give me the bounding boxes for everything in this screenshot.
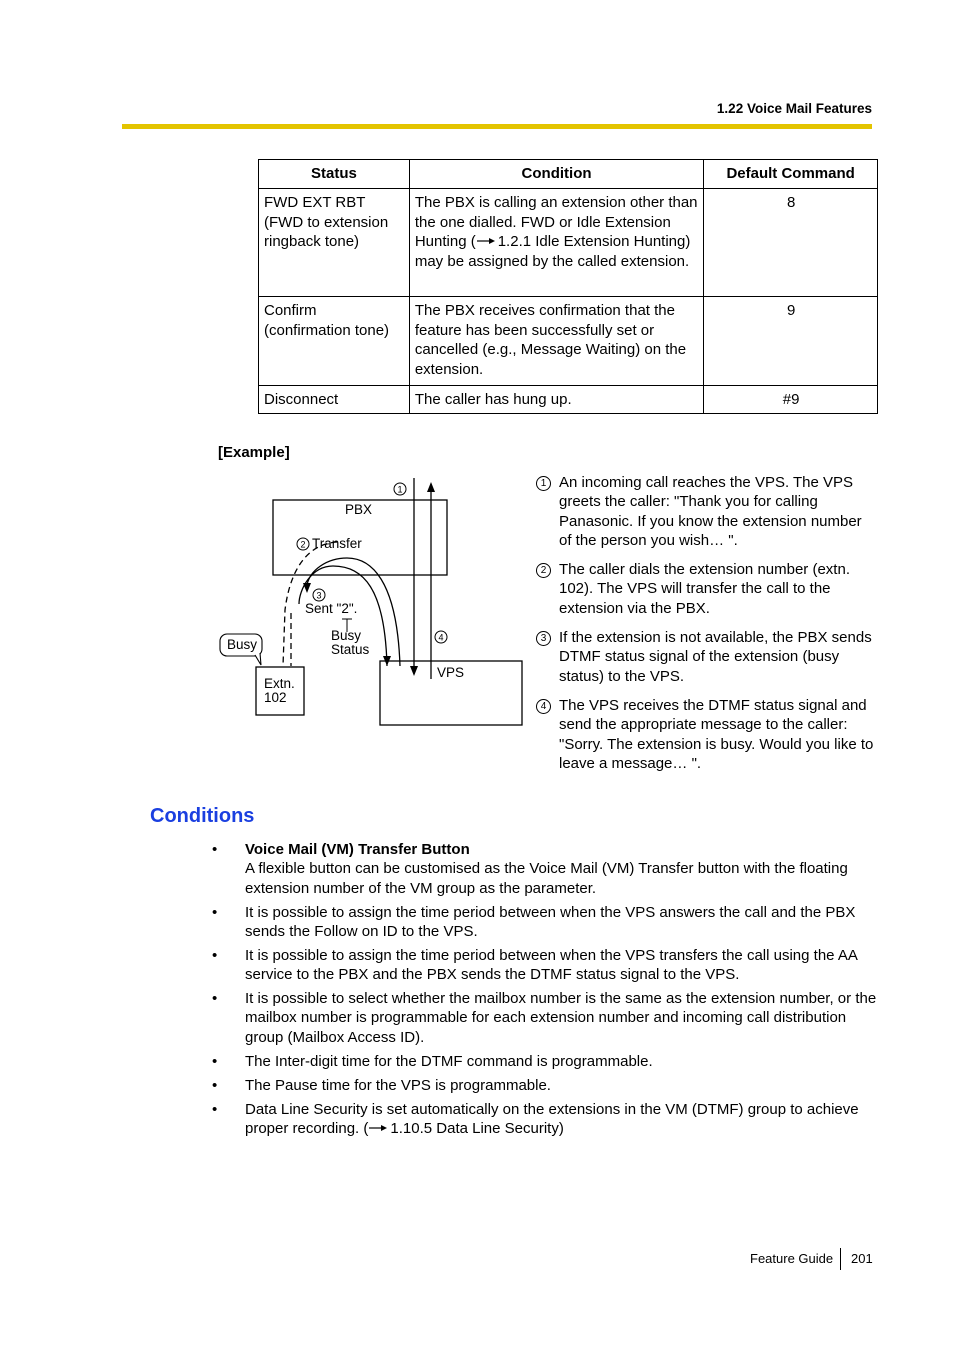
list-item-text: The Inter-digit time for the DTMF command is programmable. <box>245 1052 653 1070</box>
status-cell: Disconnect <box>259 386 410 414</box>
marker-1-label: 1 <box>397 484 403 495</box>
list-item-text: It is possible to assign the time period between when the VPS answers the call and the PBX sends the Follow on ID to the VPS. <box>245 903 856 940</box>
footer-divider <box>840 1248 841 1270</box>
busy-speech-bubble <box>220 634 262 665</box>
reference-arrow-icon <box>476 232 498 252</box>
column-header-condition: Condition <box>409 160 703 189</box>
busy-bubble-label: Busy <box>227 637 258 652</box>
condition-cell: The caller has hung up. <box>409 386 703 414</box>
table-row <box>259 297 878 386</box>
list-item-reference: 1.10.5 Data Line Security) <box>390 1119 564 1137</box>
example-step <box>536 696 876 773</box>
busy-status-line1: Busy <box>331 628 362 643</box>
example-step <box>536 560 876 618</box>
table-row <box>259 386 878 414</box>
list-item <box>212 1076 877 1095</box>
command-cell: 8 <box>704 189 878 297</box>
list-item-text: A flexible button can be customised as the Voice Mail (VM) Transfer button with the floating extension number of the VM group as the parameter. <box>245 860 848 897</box>
condition-cell <box>409 189 703 297</box>
call-flow-diagram <box>215 470 530 732</box>
bullet: • <box>212 946 218 964</box>
bullet: • <box>212 1076 218 1094</box>
condition-text: The PBX is calling an extension other than the one dialled. FWD or Idle Extension Hunting ( <box>414 194 698 250</box>
bullet: • <box>212 1052 218 1070</box>
example-label: [Example] <box>218 444 290 461</box>
footer-guide-name: Feature Guide <box>750 1251 834 1266</box>
header-rule <box>122 124 872 129</box>
table-row <box>259 189 878 297</box>
list-item <box>212 989 877 1047</box>
bullet: • <box>212 841 218 858</box>
bullet: • <box>212 903 218 921</box>
step-text: If the extension is not available, the PBX sends DTMF status signal of the extension (busy status) to the VPS. <box>559 629 872 685</box>
table-header-row <box>259 160 878 189</box>
call-up-arrow <box>427 482 435 679</box>
step-text: The VPS receives the DTMF status signal and send the appropriate message to the caller: "Sorry. The extension is busy. Would you like to leave a message… ". <box>559 697 874 772</box>
sent-label: Sent "2". <box>305 601 358 616</box>
reference-arrow-icon <box>368 1119 390 1138</box>
status-cell: Confirm (confirmation tone) <box>259 297 410 386</box>
bullet: • <box>212 990 218 1008</box>
list-item-heading: Voice Mail (VM) Transfer Button <box>245 841 470 858</box>
list-item <box>212 840 877 898</box>
example-step <box>536 628 876 686</box>
marker-3-label: 3 <box>316 590 322 601</box>
extension-label-line2: 102 <box>264 690 287 705</box>
busy-status-line2: Status <box>331 642 370 657</box>
list-item-text: It is possible to select whether the mailbox number is the same as the extension number, or the mailbox number is programmable for each extension number and incoming call distribution group (Mailbox Access ID). <box>245 990 877 1046</box>
list-item <box>212 903 877 942</box>
list-item <box>212 1100 877 1139</box>
status-cell: FWD EXT RBT (FWD to extension ringback tone) <box>259 189 410 297</box>
list-item <box>212 1052 877 1071</box>
column-header-default-command: Default Command <box>704 160 878 189</box>
example-step <box>536 473 876 550</box>
list-item-text: The Pause time for the VPS is programmable. <box>245 1076 551 1094</box>
list-item <box>212 946 877 985</box>
transfer-label: Transfer <box>312 536 362 551</box>
conditions-list <box>212 840 877 1143</box>
step-number-icon: 3 <box>536 631 551 646</box>
extension-label-line1: Extn. <box>264 676 295 691</box>
command-cell: #9 <box>704 386 878 414</box>
call-down-arrow <box>410 478 418 676</box>
vps-label: VPS <box>437 665 465 680</box>
marker-4-label: 4 <box>438 632 444 643</box>
step-text: The caller dials the extension number (extn. 102). The VPS will transfer the call to the extension via the PBX. <box>559 561 850 617</box>
step-number-icon: 2 <box>536 563 551 578</box>
step-number-icon: 1 <box>536 476 551 491</box>
column-header-status: Status <box>259 160 410 189</box>
command-cell: 9 <box>704 297 878 386</box>
marker-2-label: 2 <box>300 539 306 550</box>
section-header: 1.22 Voice Mail Features <box>716 101 872 116</box>
condition-reference: 1.2.1 Idle Extension Hunting) may be assigned by the called extension. <box>414 233 691 270</box>
conditions-heading: Conditions <box>150 805 255 827</box>
pbx-label: PBX <box>345 502 373 517</box>
step-number-icon: 4 <box>536 699 551 714</box>
step-text: An incoming call reaches the VPS. The VPS greets the caller: "Thank you for calling Panasonic. If you know the extension number of the person you wish… ". <box>559 474 862 549</box>
page-number: 201 <box>851 1251 873 1266</box>
list-item-text: It is possible to assign the time period between when the VPS transfers the call using the AA service to the PBX and the PBX sends the DTMF status signal to the VPS. <box>245 946 858 984</box>
condition-cell: The PBX receives confirmation that the feature has been successfully set or cancelled (e.g., Message Waiting) on the extension. <box>409 297 703 386</box>
status-table <box>258 159 878 414</box>
list-item-text: Data Line Security is set automatically on the extensions in the VM (DTMF) group to achieve proper recording. ( <box>245 1100 859 1137</box>
bullet: • <box>212 1100 218 1118</box>
